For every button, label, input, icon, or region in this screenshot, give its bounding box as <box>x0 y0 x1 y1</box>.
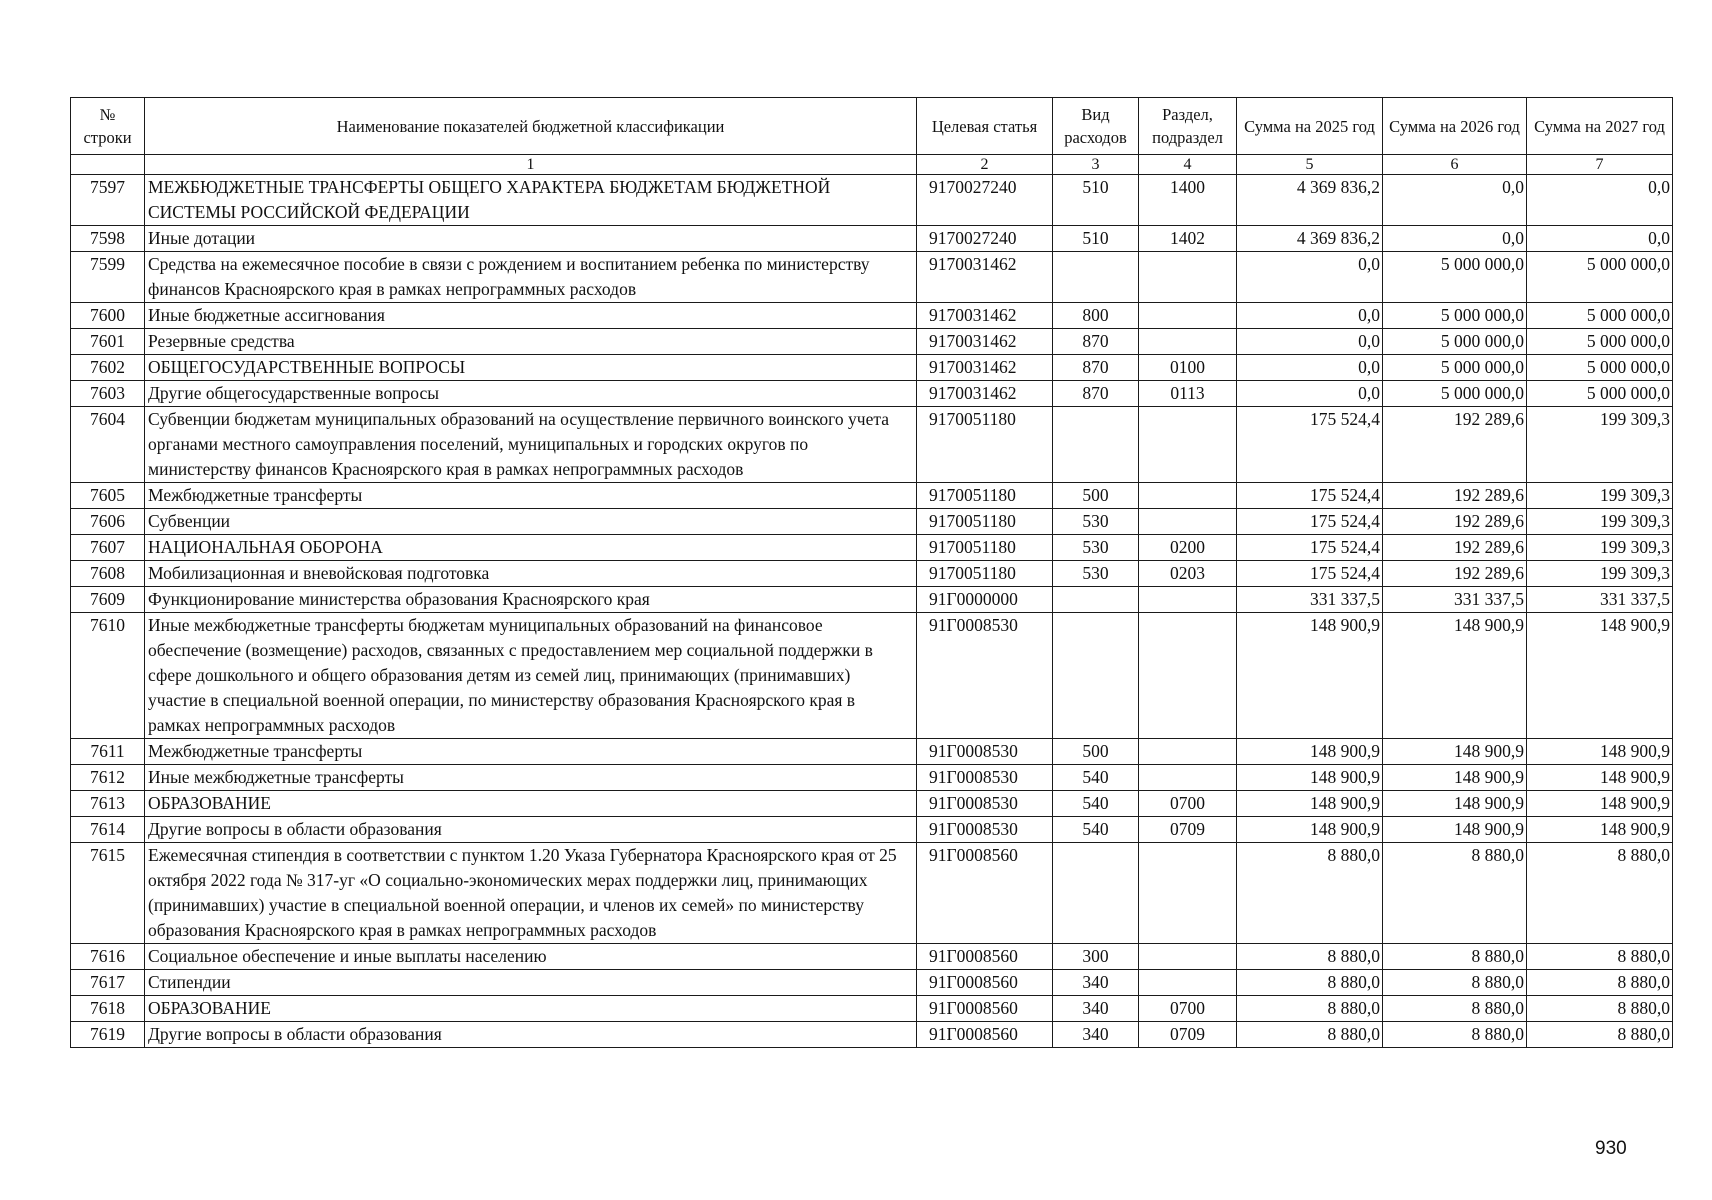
row-sum-2026: 5 000 000,0 <box>1383 355 1527 381</box>
row-number: 7607 <box>71 535 145 561</box>
row-expense-type <box>1053 407 1139 483</box>
row-target-article: 9170031462 <box>917 329 1053 355</box>
row-sum-2027: 331 337,5 <box>1527 587 1673 613</box>
row-sum-2025: 8 880,0 <box>1237 1022 1383 1048</box>
row-section: 0113 <box>1139 381 1237 407</box>
row-sum-2026: 8 880,0 <box>1383 996 1527 1022</box>
row-section <box>1139 970 1237 996</box>
row-sum-2027: 8 880,0 <box>1527 970 1673 996</box>
table-row <box>71 252 1673 303</box>
row-target-article: 91Г0008530 <box>917 613 1053 739</box>
row-sum-2027: 8 880,0 <box>1527 1022 1673 1048</box>
row-section <box>1139 509 1237 535</box>
row-sum-2025: 175 524,4 <box>1237 509 1383 535</box>
row-section <box>1139 613 1237 739</box>
header-name: Наименование показателей бюджетной классификации <box>145 98 917 155</box>
row-name: Иные межбюджетные трансферты бюджетам муниципальных образований на финансовое обеспечение (возмещение) расходов, связанных с предоставлением мер социальной поддержки в сфере дошкольного и общего образования детям из семей лиц, принимающих (принимавших) участие в специальной военной операции, по министерству образования Красноярского края в рамках непрограммных расходов <box>145 613 917 739</box>
row-expense-type: 340 <box>1053 996 1139 1022</box>
row-name: Средства на ежемесячное пособие в связи с рождением и воспитанием ребенка по министерству финансов Красноярского края в рамках непрограммных расходов <box>145 252 917 303</box>
table-row <box>71 303 1673 329</box>
row-number: 7613 <box>71 791 145 817</box>
row-name: ОБЩЕГОСУДАРСТВЕННЫЕ ВОПРОСЫ <box>145 355 917 381</box>
row-sum-2026: 148 900,9 <box>1383 817 1527 843</box>
row-sum-2027: 148 900,9 <box>1527 613 1673 739</box>
row-target-article: 91Г0008530 <box>917 765 1053 791</box>
row-sum-2025: 0,0 <box>1237 303 1383 329</box>
row-sum-2026: 148 900,9 <box>1383 791 1527 817</box>
row-target-article: 91Г0008530 <box>917 791 1053 817</box>
row-name: Межбюджетные трансферты <box>145 483 917 509</box>
row-name: МЕЖБЮДЖЕТНЫЕ ТРАНСФЕРТЫ ОБЩЕГО ХАРАКТЕРА БЮДЖЕТАМ БЮДЖЕТНОЙ СИСТЕМЫ РОССИЙСКОЙ ФЕДЕРАЦИИ <box>145 175 917 226</box>
row-name: Иные дотации <box>145 226 917 252</box>
row-number: 7617 <box>71 970 145 996</box>
row-name: Межбюджетные трансферты <box>145 739 917 765</box>
row-sum-2027: 199 309,3 <box>1527 561 1673 587</box>
row-sum-2025: 148 900,9 <box>1237 791 1383 817</box>
row-sum-2025: 175 524,4 <box>1237 407 1383 483</box>
row-sum-2026: 192 289,6 <box>1383 561 1527 587</box>
row-sum-2026: 8 880,0 <box>1383 843 1527 944</box>
row-number: 7616 <box>71 944 145 970</box>
table-row <box>71 765 1673 791</box>
row-expense-type: 530 <box>1053 535 1139 561</box>
row-number: 7606 <box>71 509 145 535</box>
table-row <box>71 226 1673 252</box>
row-number: 7608 <box>71 561 145 587</box>
table-row <box>71 561 1673 587</box>
row-target-article: 91Г0008560 <box>917 996 1053 1022</box>
row-sum-2026: 192 289,6 <box>1383 483 1527 509</box>
row-section <box>1139 252 1237 303</box>
row-sum-2027: 199 309,3 <box>1527 483 1673 509</box>
header-sum-2026: Сумма на 2026 год <box>1383 98 1527 155</box>
row-target-article: 9170051180 <box>917 483 1053 509</box>
column-number: 6 <box>1383 155 1527 175</box>
row-expense-type: 500 <box>1053 739 1139 765</box>
row-sum-2025: 175 524,4 <box>1237 535 1383 561</box>
row-expense-type: 340 <box>1053 970 1139 996</box>
table-row <box>71 791 1673 817</box>
row-sum-2027: 199 309,3 <box>1527 509 1673 535</box>
page-number: 930 <box>1595 1138 1627 1159</box>
row-expense-type: 540 <box>1053 765 1139 791</box>
row-number: 7602 <box>71 355 145 381</box>
row-expense-type: 510 <box>1053 226 1139 252</box>
row-section: 0100 <box>1139 355 1237 381</box>
row-name: Иные межбюджетные трансферты <box>145 765 917 791</box>
row-sum-2027: 148 900,9 <box>1527 791 1673 817</box>
row-expense-type: 800 <box>1053 303 1139 329</box>
row-expense-type: 540 <box>1053 791 1139 817</box>
row-section <box>1139 739 1237 765</box>
row-number: 7601 <box>71 329 145 355</box>
row-section: 0709 <box>1139 1022 1237 1048</box>
row-sum-2027: 8 880,0 <box>1527 843 1673 944</box>
row-expense-type <box>1053 587 1139 613</box>
row-name: Функционирование министерства образования Красноярского края <box>145 587 917 613</box>
row-section: 0700 <box>1139 791 1237 817</box>
header-razdel: Раздел, подраздел <box>1139 98 1237 155</box>
row-target-article: 9170051180 <box>917 535 1053 561</box>
row-sum-2026: 192 289,6 <box>1383 407 1527 483</box>
table-row <box>71 996 1673 1022</box>
row-sum-2027: 5 000 000,0 <box>1527 252 1673 303</box>
table-row <box>71 817 1673 843</box>
row-sum-2025: 0,0 <box>1237 252 1383 303</box>
row-name: Стипендии <box>145 970 917 996</box>
row-section <box>1139 944 1237 970</box>
table-row <box>71 1022 1673 1048</box>
row-sum-2026: 148 900,9 <box>1383 739 1527 765</box>
row-expense-type: 500 <box>1053 483 1139 509</box>
row-expense-type: 510 <box>1053 175 1139 226</box>
row-sum-2027: 199 309,3 <box>1527 535 1673 561</box>
row-name: Другие вопросы в области образования <box>145 1022 917 1048</box>
row-section <box>1139 587 1237 613</box>
row-sum-2025: 8 880,0 <box>1237 944 1383 970</box>
header-row-no: № строки <box>71 98 145 155</box>
row-expense-type <box>1053 843 1139 944</box>
row-section <box>1139 483 1237 509</box>
row-sum-2025: 8 880,0 <box>1237 996 1383 1022</box>
row-sum-2025: 175 524,4 <box>1237 483 1383 509</box>
row-section: 0700 <box>1139 996 1237 1022</box>
column-number: 7 <box>1527 155 1673 175</box>
row-sum-2027: 8 880,0 <box>1527 944 1673 970</box>
row-sum-2027: 5 000 000,0 <box>1527 381 1673 407</box>
row-expense-type: 540 <box>1053 817 1139 843</box>
row-sum-2026: 148 900,9 <box>1383 613 1527 739</box>
row-section <box>1139 329 1237 355</box>
row-sum-2026: 148 900,9 <box>1383 765 1527 791</box>
row-section <box>1139 843 1237 944</box>
row-sum-2026: 192 289,6 <box>1383 535 1527 561</box>
row-sum-2026: 192 289,6 <box>1383 509 1527 535</box>
row-sum-2027: 5 000 000,0 <box>1527 355 1673 381</box>
row-number: 7603 <box>71 381 145 407</box>
row-number: 7598 <box>71 226 145 252</box>
row-sum-2025: 0,0 <box>1237 329 1383 355</box>
table-row <box>71 944 1673 970</box>
table-row <box>71 843 1673 944</box>
table-row <box>71 483 1673 509</box>
row-name: Другие общегосударственные вопросы <box>145 381 917 407</box>
row-target-article: 9170031462 <box>917 381 1053 407</box>
row-name: Ежемесячная стипендия в соответствии с пунктом 1.20 Указа Губернатора Красноярского края от 25 октября 2022 года № 317-уг «О социально-экономических мерах поддержки лиц, принимающих (принимавших) участие в специальной военной операции, и членов их семей» по министерству образования Красноярского края в рамках непрограммных расходов <box>145 843 917 944</box>
row-sum-2025: 331 337,5 <box>1237 587 1383 613</box>
row-target-article: 91Г0008560 <box>917 944 1053 970</box>
table-row <box>71 355 1673 381</box>
row-sum-2027: 0,0 <box>1527 226 1673 252</box>
column-number-row <box>71 155 1673 175</box>
row-number: 7618 <box>71 996 145 1022</box>
row-expense-type: 870 <box>1053 381 1139 407</box>
row-sum-2027: 5 000 000,0 <box>1527 303 1673 329</box>
table-row <box>71 587 1673 613</box>
row-number: 7600 <box>71 303 145 329</box>
row-sum-2027: 8 880,0 <box>1527 996 1673 1022</box>
header-vid: Вид расходов <box>1053 98 1139 155</box>
row-sum-2026: 5 000 000,0 <box>1383 252 1527 303</box>
row-sum-2027: 199 309,3 <box>1527 407 1673 483</box>
row-section: 0200 <box>1139 535 1237 561</box>
row-sum-2026: 5 000 000,0 <box>1383 381 1527 407</box>
table-row <box>71 175 1673 226</box>
header-sum-2027: Сумма на 2027 год <box>1527 98 1673 155</box>
table-row <box>71 739 1673 765</box>
row-number: 7597 <box>71 175 145 226</box>
row-section: 0709 <box>1139 817 1237 843</box>
row-number: 7615 <box>71 843 145 944</box>
row-expense-type: 530 <box>1053 509 1139 535</box>
row-sum-2027: 148 900,9 <box>1527 739 1673 765</box>
row-name: Субвенции бюджетам муниципальных образований на осуществление первичного воинского учета органами местного самоуправления поселений, муниципальных и городских округов по министерству финансов Красноярского края в рамках непрограммных расходов <box>145 407 917 483</box>
row-section: 1400 <box>1139 175 1237 226</box>
row-section: 0203 <box>1139 561 1237 587</box>
row-target-article: 91Г0008530 <box>917 739 1053 765</box>
column-number: 5 <box>1237 155 1383 175</box>
budget-table <box>70 97 1673 1048</box>
row-sum-2026: 5 000 000,0 <box>1383 329 1527 355</box>
table-row <box>71 407 1673 483</box>
row-sum-2025: 175 524,4 <box>1237 561 1383 587</box>
row-number: 7611 <box>71 739 145 765</box>
table-row <box>71 535 1673 561</box>
row-sum-2025: 0,0 <box>1237 355 1383 381</box>
row-sum-2025: 8 880,0 <box>1237 843 1383 944</box>
table-row <box>71 329 1673 355</box>
row-name: Социальное обеспечение и иные выплаты населению <box>145 944 917 970</box>
row-number: 7610 <box>71 613 145 739</box>
row-name: Мобилизационная и вневойсковая подготовка <box>145 561 917 587</box>
row-sum-2025: 148 900,9 <box>1237 739 1383 765</box>
row-sum-2025: 0,0 <box>1237 381 1383 407</box>
column-number: 2 <box>917 155 1053 175</box>
row-sum-2026: 8 880,0 <box>1383 944 1527 970</box>
row-target-article: 91Г0008530 <box>917 817 1053 843</box>
row-name: НАЦИОНАЛЬНАЯ ОБОРОНА <box>145 535 917 561</box>
row-number: 7599 <box>71 252 145 303</box>
row-expense-type: 530 <box>1053 561 1139 587</box>
row-sum-2025: 148 900,9 <box>1237 765 1383 791</box>
row-target-article: 91Г0008560 <box>917 970 1053 996</box>
row-target-article: 91Г0008560 <box>917 843 1053 944</box>
table-row <box>71 381 1673 407</box>
row-number: 7609 <box>71 587 145 613</box>
row-expense-type <box>1053 252 1139 303</box>
row-name: Иные бюджетные ассигнования <box>145 303 917 329</box>
column-number: 4 <box>1139 155 1237 175</box>
row-expense-type <box>1053 613 1139 739</box>
row-name: Субвенции <box>145 509 917 535</box>
row-sum-2025: 8 880,0 <box>1237 970 1383 996</box>
row-name: Резервные средства <box>145 329 917 355</box>
row-sum-2026: 0,0 <box>1383 175 1527 226</box>
row-number: 7604 <box>71 407 145 483</box>
row-sum-2025: 148 900,9 <box>1237 613 1383 739</box>
row-target-article: 9170031462 <box>917 252 1053 303</box>
row-expense-type: 340 <box>1053 1022 1139 1048</box>
row-sum-2026: 331 337,5 <box>1383 587 1527 613</box>
row-expense-type: 870 <box>1053 329 1139 355</box>
row-name: ОБРАЗОВАНИЕ <box>145 791 917 817</box>
row-sum-2027: 148 900,9 <box>1527 765 1673 791</box>
row-number: 7612 <box>71 765 145 791</box>
row-target-article: 9170031462 <box>917 303 1053 329</box>
header-row <box>71 98 1673 155</box>
row-target-article: 9170031462 <box>917 355 1053 381</box>
row-sum-2025: 148 900,9 <box>1237 817 1383 843</box>
column-number: 3 <box>1053 155 1139 175</box>
row-sum-2026: 5 000 000,0 <box>1383 303 1527 329</box>
row-target-article: 91Г0008560 <box>917 1022 1053 1048</box>
row-sum-2027: 148 900,9 <box>1527 817 1673 843</box>
table-row <box>71 509 1673 535</box>
row-number: 7605 <box>71 483 145 509</box>
row-number: 7614 <box>71 817 145 843</box>
row-number: 7619 <box>71 1022 145 1048</box>
row-expense-type: 300 <box>1053 944 1139 970</box>
row-sum-2027: 5 000 000,0 <box>1527 329 1673 355</box>
row-target-article: 9170051180 <box>917 561 1053 587</box>
row-name: ОБРАЗОВАНИЕ <box>145 996 917 1022</box>
table-row <box>71 970 1673 996</box>
row-sum-2025: 4 369 836,2 <box>1237 226 1383 252</box>
row-section <box>1139 303 1237 329</box>
row-sum-2026: 8 880,0 <box>1383 1022 1527 1048</box>
column-number-blank <box>71 155 145 175</box>
row-target-article: 9170027240 <box>917 175 1053 226</box>
table-body <box>71 175 1673 1048</box>
row-section: 1402 <box>1139 226 1237 252</box>
row-section <box>1139 765 1237 791</box>
row-sum-2025: 4 369 836,2 <box>1237 175 1383 226</box>
table-row <box>71 613 1673 739</box>
column-number: 1 <box>145 155 917 175</box>
row-name: Другие вопросы в области образования <box>145 817 917 843</box>
row-section <box>1139 407 1237 483</box>
row-sum-2027: 0,0 <box>1527 175 1673 226</box>
row-target-article: 9170051180 <box>917 509 1053 535</box>
row-sum-2026: 0,0 <box>1383 226 1527 252</box>
header-sum-2025: Сумма на 2025 год <box>1237 98 1383 155</box>
row-sum-2026: 8 880,0 <box>1383 970 1527 996</box>
row-target-article: 91Г0000000 <box>917 587 1053 613</box>
row-target-article: 9170051180 <box>917 407 1053 483</box>
row-expense-type: 870 <box>1053 355 1139 381</box>
row-target-article: 9170027240 <box>917 226 1053 252</box>
header-target: Целевая статья <box>917 98 1053 155</box>
